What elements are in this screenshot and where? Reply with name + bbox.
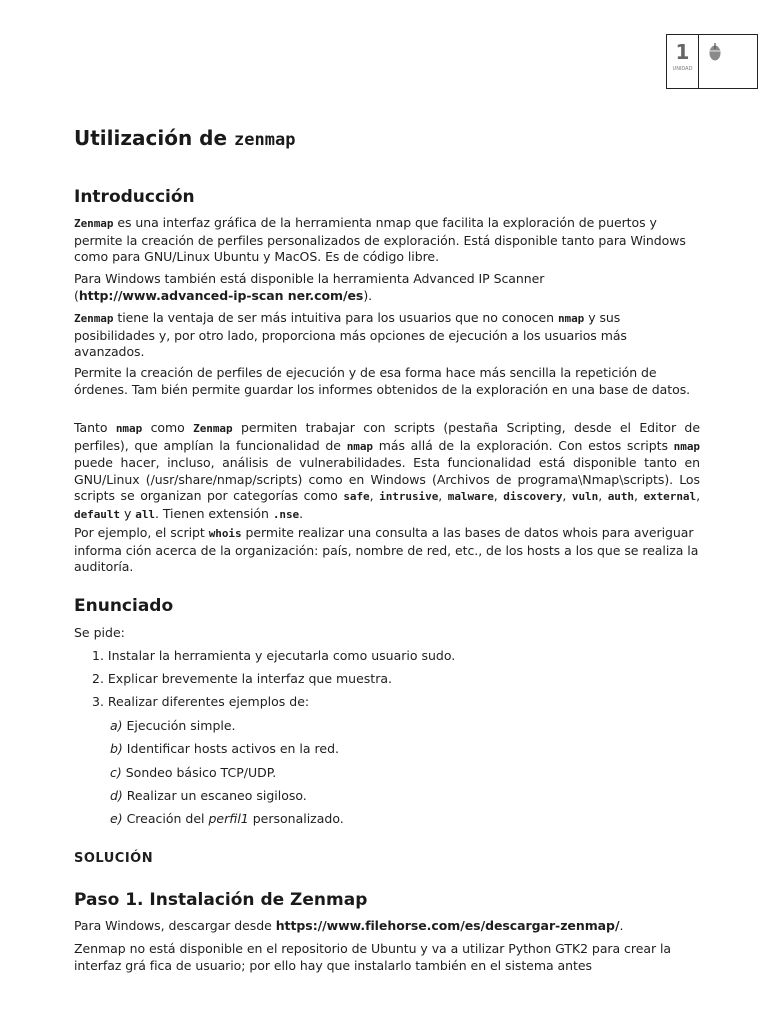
filehorse-download-link[interactable]: https://www.filehorse.com/es/descargar-zenmap/ bbox=[275, 918, 620, 933]
paragraph-text: puede hacer, incluso, análisis de vulnerabilidades. Esta funcionalidad está disponible tanto en GNU/Linux (/usr/share/nmap/scripts) como en Windows (Archivos de programa\Nmap\scripts). Los scripts se organizan por categorías como bbox=[74, 455, 700, 504]
intro-paragraph-6 bbox=[74, 525, 700, 576]
subtask-b bbox=[110, 741, 339, 757]
enunciado-intro: Se pide: bbox=[74, 625, 125, 640]
profile-name: perfil1 bbox=[208, 811, 249, 826]
category-all: all bbox=[135, 507, 155, 521]
task-item-1: 1. Instalar la herramienta y ejecutarla como usuario sudo. bbox=[92, 648, 456, 663]
code-nmap: nmap bbox=[346, 439, 373, 453]
code-nmap: nmap bbox=[673, 439, 700, 453]
paso1-paragraph-1 bbox=[74, 918, 700, 935]
category-malware: malware bbox=[447, 490, 494, 504]
paragraph-text: Tanto bbox=[74, 420, 108, 435]
intro-paragraph-2 bbox=[74, 271, 700, 304]
code-zenmap: Zenmap bbox=[74, 217, 114, 230]
paragraph-text: tiene la ventaja de ser más intuitiva para los usuarios que no conocen bbox=[117, 310, 555, 325]
subtask-c bbox=[110, 765, 276, 781]
category-vuln: vuln bbox=[571, 490, 599, 504]
category-intrusive: intrusive bbox=[379, 490, 439, 504]
intro-paragraph-4: Permite la creación de perfiles de ejecución y de esa forma hace más sencilla la repetición de órdenes. Tam bién permite guardar los informes obtenidos de la exploración en una base de datos. bbox=[74, 365, 691, 397]
paren-open: ( bbox=[74, 287, 79, 303]
code-zenmap: Zenmap bbox=[74, 312, 114, 325]
unit-label: UNIDAD bbox=[672, 66, 693, 72]
paragraph-text: Por ejemplo, el script bbox=[74, 525, 205, 540]
unit-number-cell bbox=[667, 35, 699, 88]
intro-paragraph-1 bbox=[74, 215, 700, 266]
category-discovery: discovery bbox=[503, 490, 563, 504]
paragraph-text: Para Windows también está disponible la herramienta Advanced IP Scanner bbox=[74, 271, 545, 286]
extension-nse: .nse bbox=[272, 507, 300, 521]
subtask-text: Sondeo básico TCP/UDP. bbox=[125, 765, 277, 780]
subtask-d bbox=[110, 788, 307, 804]
category-auth: auth bbox=[607, 490, 634, 504]
paragraph-text: permite realizar una consulta a las bases de datos whois para averiguar informa ción acerca de la organización: país, nombre de red, etc., de los hosts a los que se realiza la auditoría. bbox=[74, 525, 699, 575]
subtask-text: Realizar un escaneo sigiloso. bbox=[126, 788, 307, 803]
subtask-letter: b) bbox=[110, 741, 123, 756]
title-code: zenmap bbox=[234, 130, 296, 150]
paragraph-text: es una interfaz gráfica de la herramienta nmap que facilita la exploración de puertos y permite la creación de perfiles personalizados de exploración. Está disponible tanto para Windows como para GNU/Linux Ubuntu y MacOS. Es de código libre. bbox=[74, 215, 686, 265]
subtask-e bbox=[110, 811, 344, 827]
intro-paragraph-5: Tanto nmap como Zenmap permiten trabajar con scripts (pestaña Scripting, desde el Editor de perfiles), que amplían la funcionalidad de nmap más allá de la exploración. Con estos scripts nmap puede hacer, incluso, análisis de vulnerabilidades. Esta funcionalidad está disponible tanto en GNU/Linux (/usr/share/nmap/scripts) como en Windows (Archivos de programa\Nmap\scripts). Los scripts se organizan por categorías como safe, intrusive, malware, discovery, vuln, auth, external, default y all. Tienen extensión .nse. bbox=[74, 420, 700, 521]
paren-close: ). bbox=[363, 287, 373, 303]
subtask-text: personalizado. bbox=[252, 811, 344, 826]
paso1-paragraph-2: Zenmap no está disponible en el repositorio de Ubuntu y va a utilizar Python GTK2 para crear la interfaz grá fica de usuario; por ello hay que instalarlo también en el sistema antes bbox=[74, 941, 671, 973]
subtask-letter: a) bbox=[110, 718, 123, 733]
category-external: external bbox=[643, 490, 697, 504]
conjunction: y bbox=[123, 505, 132, 521]
subtask-letter: d) bbox=[110, 788, 123, 803]
unit-badge bbox=[666, 34, 758, 89]
paso1-heading: Paso 1. Instalación de Zenmap bbox=[74, 890, 368, 910]
paragraph-text: Para Windows, descargar desde bbox=[74, 918, 272, 933]
task-item-3: 3. Realizar diferentes ejemplos de: bbox=[92, 694, 310, 709]
task-item-2: 2. Explicar brevemente la interfaz que muestra. bbox=[92, 671, 392, 686]
intro-heading: Introducción bbox=[74, 187, 195, 207]
code-zenmap: Zenmap bbox=[193, 422, 233, 435]
period: . bbox=[619, 918, 624, 933]
category-default: default bbox=[74, 507, 121, 521]
solucion-heading: SOLUCIÓN bbox=[74, 851, 154, 866]
category-safe: safe bbox=[343, 490, 370, 504]
page-title bbox=[74, 126, 295, 150]
subtask-text: Ejecución simple. bbox=[126, 718, 236, 733]
advanced-ip-scanner-link[interactable]: http://www.advanced-ip-scan ner.com/es bbox=[78, 287, 364, 303]
subtask-letter: e) bbox=[110, 811, 123, 826]
unit-icon-cell bbox=[699, 35, 757, 88]
intro-paragraph-3 bbox=[74, 310, 700, 361]
code-whois: whois bbox=[208, 527, 242, 540]
code-nmap: nmap bbox=[557, 312, 585, 325]
subtask-letter: c) bbox=[110, 765, 122, 780]
subtask-a bbox=[110, 718, 236, 734]
enunciado-heading: Enunciado bbox=[74, 596, 174, 616]
paragraph-text: más allá de la exploración. Con estos scripts bbox=[378, 437, 668, 453]
paragraph-text: como bbox=[150, 420, 185, 435]
title-text: Utilización de bbox=[74, 126, 228, 150]
code-nmap: nmap bbox=[115, 422, 143, 435]
paragraph-text: permiten trabajar con scripts (pestaña Scripting, desde el Editor de perfiles), que amplían la funcionalidad de bbox=[74, 420, 700, 453]
paragraph-text: y sus posibilidades y, por otro lado, proporciona más opciones de ejecución a los usuarios más avanzados. bbox=[74, 310, 627, 360]
unit-number: 1 bbox=[675, 40, 690, 64]
paragraph-text: . Tienen extensión bbox=[154, 505, 269, 521]
period: . bbox=[299, 505, 304, 521]
mouse-icon bbox=[709, 43, 721, 61]
subtask-text: Creación del bbox=[126, 811, 205, 826]
subtask-text: Identificar hosts activos en la red. bbox=[126, 741, 339, 756]
